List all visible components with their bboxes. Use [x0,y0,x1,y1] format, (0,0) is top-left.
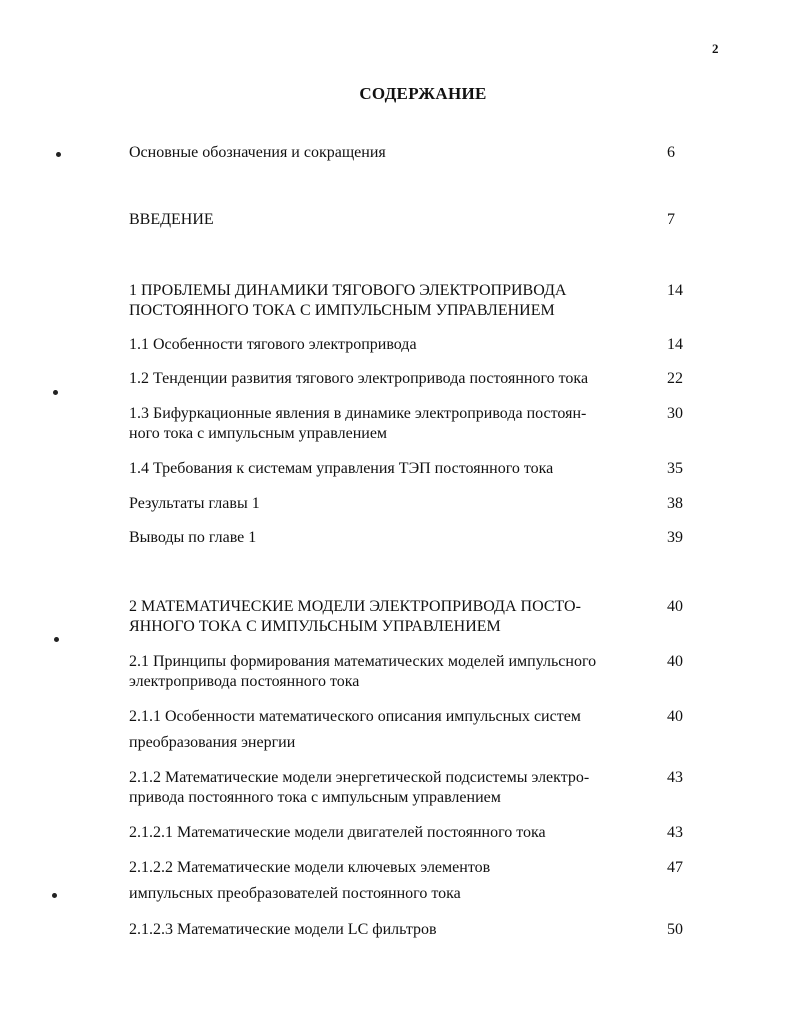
entry-page: 40 [667,598,683,615]
entry-line: импульсных преобразователей постоянного тока [129,885,461,902]
entry-page: 40 [667,708,683,725]
entry-line: 1.1 Особенности тягового электропривода [129,336,417,353]
entry-text [129,597,649,637]
entry-line: ПОСТОЯННОГО ТОКА С ИМПУЛЬСНЫМ УПРАВЛЕНИЕМ [129,302,555,319]
entry-page: 30 [667,405,683,422]
entry-page: 43 [667,824,683,841]
entry-line: 1.2 Тенденции развития тягового электропривода постоянного тока [129,370,589,387]
entry-line: Основные обозначения и сокращения [129,144,386,161]
entry-text [129,143,649,163]
entry-line: 2.1.2 Математические модели энергетической подсистемы электро- [129,769,590,786]
entry-line: электропривода постоянного тока [129,673,360,690]
entry-line: преобразования энергии [129,734,296,751]
entry-page: 43 [667,769,683,786]
scan-mark [52,893,57,898]
entry-text [129,652,649,692]
entry-line: привода постоянного тока с импульсным управлением [129,789,501,806]
entry-line: 2.1 Принципы формирования математических моделей импульсного [129,653,597,670]
entry-text [129,858,649,904]
scan-mark [54,637,59,642]
entry-line: 2.1.2.1 Математические модели двигателей постоянного тока [129,824,546,841]
page-number: 2 [712,41,719,56]
entry-page: 6 [667,144,675,161]
entry-page: 39 [667,529,683,546]
entry-text [129,335,649,355]
entry-text [129,528,649,548]
entry-page: 50 [667,921,683,938]
entry-line: ного тока с импульсным управлением [129,425,388,442]
entry-page: 38 [667,495,683,512]
entry-line: 2.1.2.2 Математические модели ключевых элементов [129,859,491,876]
entry-line: Результаты главы 1 [129,495,260,512]
entry-line: 1.4 Требования к системам управления ТЭП постоянного тока [129,460,554,477]
scan-mark [53,390,58,395]
entry-page: 47 [667,859,683,876]
entry-text [129,404,649,444]
entry-page: 14 [667,282,683,299]
entry-line: ВВЕДЕНИЕ [129,211,214,228]
entry-text [129,494,649,514]
entry-line: Выводы по главе 1 [129,529,257,546]
entry-page: 40 [667,653,683,670]
entry-line: 2 МАТЕМАТИЧЕСКИЕ МОДЕЛИ ЭЛЕКТРОПРИВОДА ПОСТО- [129,598,581,615]
entry-page: 14 [667,336,683,353]
toc-title: СОДЕРЖАНИЕ [359,84,487,103]
entry-text [129,281,649,321]
entry-line: 1.3 Бифуркационные явления в динамике электропривода постоян- [129,405,587,422]
scan-mark [56,152,61,157]
entry-page: 35 [667,460,683,477]
entry-text [129,768,649,808]
entry-line: 1 ПРОБЛЕМЫ ДИНАМИКИ ТЯГОВОГО ЭЛЕКТРОПРИВОДА [129,282,567,299]
entry-line: ЯННОГО ТОКА С ИМПУЛЬСНЫМ УПРАВЛЕНИЕМ [129,618,501,635]
entry-page: 7 [667,211,675,228]
entry-page: 22 [667,370,683,387]
entry-line: 2.1.1 Особенности математического описания импульсных систем [129,708,581,725]
entry-text [129,459,649,479]
entry-text [129,707,649,753]
entry-text [129,823,649,843]
entry-line: 2.1.2.3 Математические модели LC фильтров [129,921,437,938]
entry-text [129,369,649,389]
entry-text [129,210,649,230]
entry-text [129,920,649,940]
